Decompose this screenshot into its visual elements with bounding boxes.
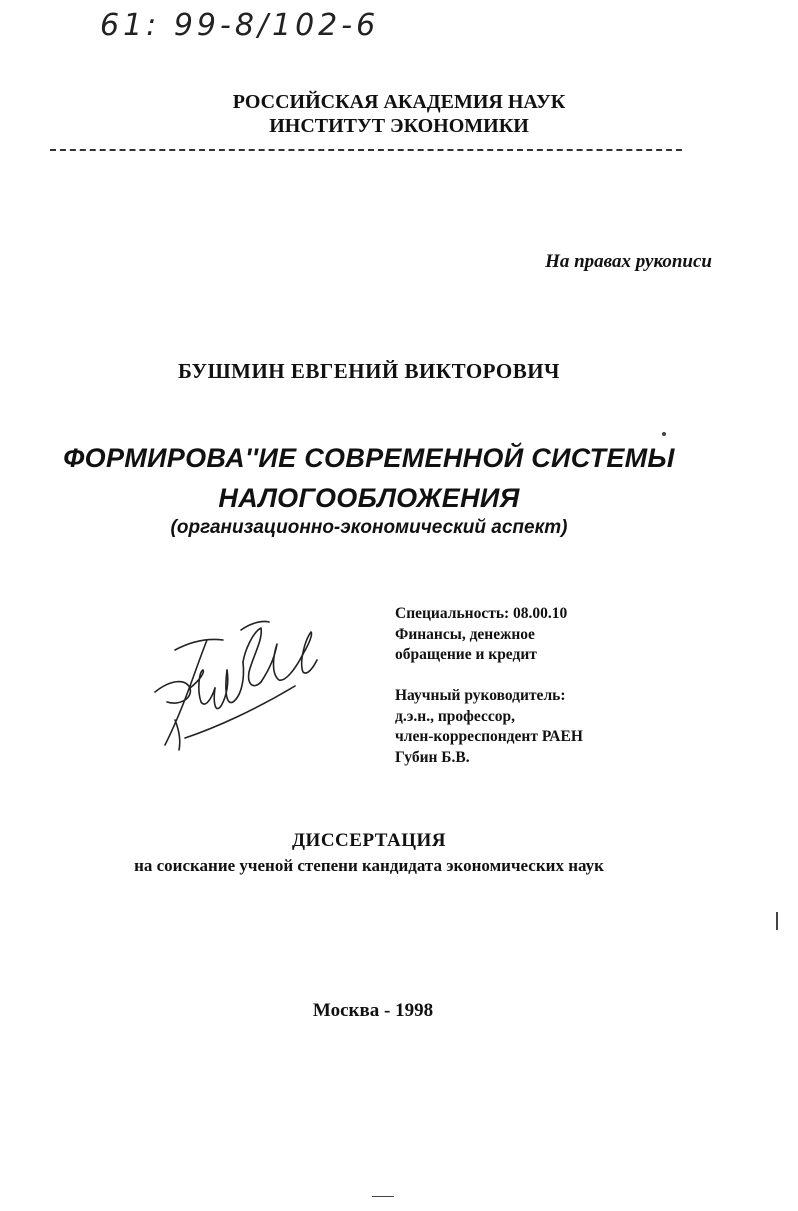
advisor-degree: д.э.н., профессор, bbox=[395, 707, 515, 725]
archive-number-handwritten: 61: 99-8/102-6 bbox=[100, 8, 380, 43]
advisor-label: Научный руководитель: bbox=[395, 687, 566, 704]
specialty-name-line2: обращение и кредит bbox=[395, 646, 537, 663]
advisor-position: член-корреспондент РАЕН bbox=[395, 728, 583, 745]
degree-purpose: на соискание ученой степени кандидата экономических наук bbox=[134, 856, 604, 875]
author-name: БУШМИН ЕВГЕНИЙ ВИКТОРОВИЧ bbox=[178, 359, 560, 383]
specialty-block bbox=[395, 604, 567, 666]
document-type: ДИССЕРТАЦИЯ bbox=[291, 830, 447, 851]
city-year: Москва - 1998 bbox=[312, 1000, 434, 1021]
institution-name: РОССИЙСКАЯ АКАДЕМИЯ НАУК bbox=[232, 91, 566, 113]
rights-note: На правах рукописи bbox=[545, 251, 712, 272]
thesis-subtitle: (организационно-экономический аспект) bbox=[170, 517, 568, 538]
scan-speck bbox=[662, 432, 666, 436]
specialty-code: Специальность: 08.00.10 bbox=[395, 605, 568, 622]
thesis-title-line1: ФОРМИРОВА''ИЕ СОВРЕМЕННОЙ СИСТЕМЫ bbox=[63, 443, 675, 473]
institute-name: ИНСТИТУТ ЭКОНОМИКИ bbox=[269, 115, 529, 137]
scan-artifact bbox=[776, 912, 778, 930]
handwritten-signature-icon bbox=[145, 610, 325, 760]
thesis-title-line2: НАЛОГООБЛОЖЕНИЯ bbox=[218, 483, 520, 513]
specialty-name-line1: Финансы, денежное bbox=[395, 625, 535, 643]
header-divider bbox=[50, 149, 682, 151]
scan-mark-bottom bbox=[372, 1196, 394, 1197]
advisor-block bbox=[395, 686, 583, 768]
advisor-name: Губин Б.В. bbox=[395, 748, 470, 766]
